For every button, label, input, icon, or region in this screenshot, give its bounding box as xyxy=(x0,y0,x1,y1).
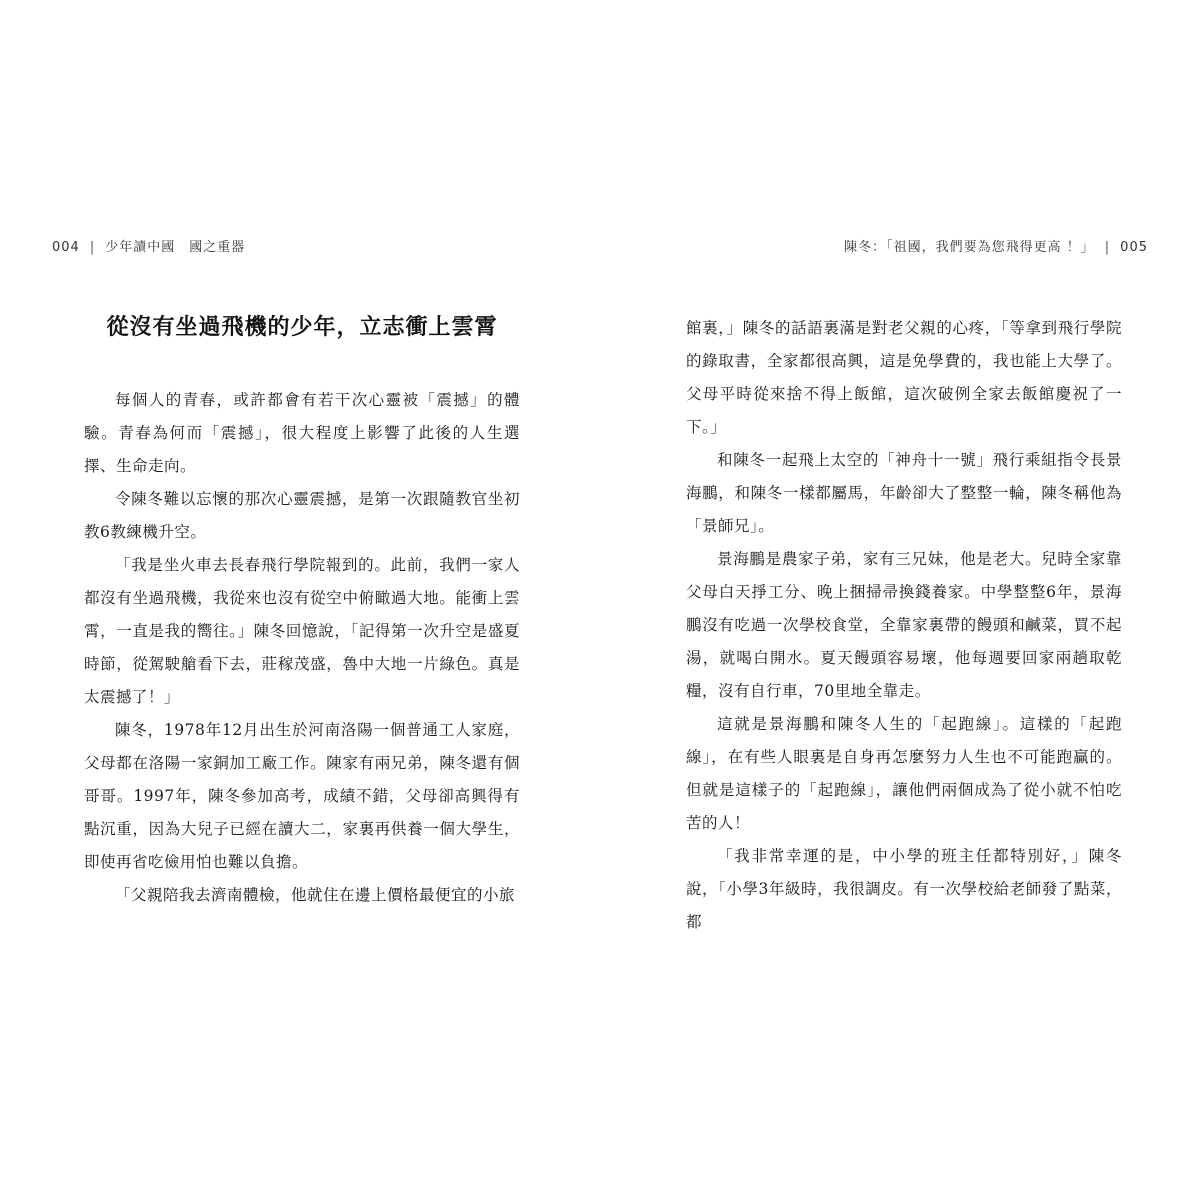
body-paragraph: 令陳冬難以忘懷的那次心靈震撼，是第一次跟隨教官坐初教6教練機升空。 xyxy=(84,490,520,541)
body-paragraph: 「我非常幸運的是，中小學的班主任都特別好，」陳冬說，「小學3年級時，我很調皮。有一次學校給老師發了點菜，都 xyxy=(686,847,1122,931)
book-name: 國之重器 xyxy=(189,240,246,255)
left-page xyxy=(84,310,520,912)
body-paragraph-continued: 館裏，」陳冬的話語裏滿是對老父親的心疼，「等拿到飛行學院的錄取書，全家都很高興，這是免學費的，我也能上大學了。父母平時從來捨不得上飯館，這次破例全家去飯館慶祝了一下。」 xyxy=(686,319,1122,436)
right-running-header xyxy=(844,236,1148,255)
body-paragraph: 這就是景海鵬和陳冬人生的「起跑線」。這樣的「起跑線」，在有些人眼裏是自身再怎麼努力人生也不可能跑贏的。但就是這樣子的「起跑線」，讓他們兩個成為了從小就不怕吃苦的人！ xyxy=(686,715,1122,832)
left-running-header xyxy=(52,236,245,255)
right-header-separator: | xyxy=(1104,240,1111,255)
body-paragraph: 「父親陪我去濟南體檢，他就住在邊上價格最便宜的小旅 xyxy=(115,886,516,904)
body-paragraph: 「我是坐火車去長春飛行學院報到的。此前，我們一家人都沒有坐過飛機，我從來也沒有從空中俯瞰過大地。能衝上雲霄，一直是我的嚮往。」陳冬回憶說，「記得第一次升空是盛夏時節，從駕駛艙看下去，莊稼茂盛，魯中大地一片綠色。真是太震撼了！」 xyxy=(84,556,520,706)
chapter-title: 從沒有坐過飛機的少年，立志衝上雲霄 xyxy=(106,315,498,340)
body-paragraph: 和陳冬一起飛上太空的「神舟十一號」飛行乘組指令長景海鵬，和陳冬一樣都屬馬，年齡卻大了整整一輪，陳冬稱他為「景師兄」。 xyxy=(686,451,1122,535)
right-page xyxy=(686,312,1122,939)
body-paragraph: 每個人的青春，或許都會有若干次心靈被「震撼」的體驗。青春為何而「震撼」，很大程度上影響了此後的人生選擇、生命走向。 xyxy=(84,391,520,475)
chapter-name: 陳冬：「祖國，我們要為您飛得更高 ！」 xyxy=(844,240,1095,255)
left-header-separator: | xyxy=(89,240,96,255)
body-paragraph: 景海鵬是農家子弟，家有三兄妹，他是老大。兒時全家靠父母白天掙工分、晚上捆掃帚換錢養家。中學整整6年，景海鵬沒有吃過一次學校食堂，全靠家裏帶的饅頭和鹹菜，買不起湯，就喝白開水。夏天饅頭容易壞，他每週要回家兩趟取乾糧，沒有自行車，70里地全靠走。 xyxy=(686,550,1122,700)
left-page-number: 004 xyxy=(52,240,80,255)
right-page-number: 005 xyxy=(1120,240,1148,255)
series-name: 少年讀中國 xyxy=(105,240,176,255)
body-paragraph: 陳冬，1978年12月出生於河南洛陽一個普通工人家庭，父母都在洛陽一家銅加工廠工作。陳家有兩兄弟，陳冬還有個哥哥。1997年，陳冬參加高考，成績不錯，父母卻高興得有點沉重，因為大兒子已經在讀大二，家裏再供養一個大學生，即使再省吃儉用怕也難以負擔。 xyxy=(84,721,520,871)
